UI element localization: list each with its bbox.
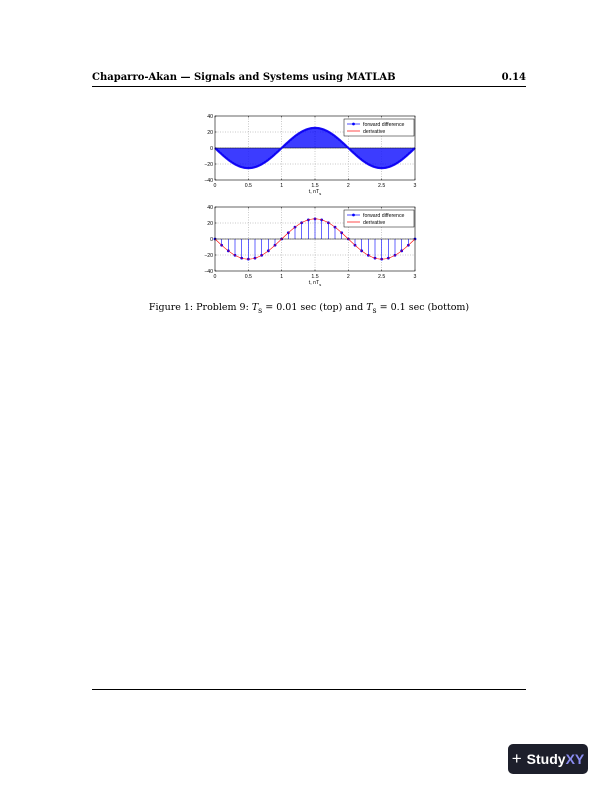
legend-marker-forward — [352, 123, 355, 126]
y-tick-label: −20 — [204, 161, 213, 168]
legend-label-derivative: derivative — [363, 128, 386, 135]
x-tick-label: 1.5 — [311, 274, 319, 280]
y-tick-label: 40 — [207, 113, 213, 120]
caption-sub2: s — [372, 305, 377, 315]
caption-eq1: = 0.01 — [262, 302, 298, 313]
brand-xy: XY — [565, 751, 585, 767]
y-tick-label: −20 — [204, 252, 213, 259]
caption-eq2: = 0.1 — [376, 302, 406, 313]
footer-rule — [92, 689, 526, 690]
y-tick-label: −40 — [204, 268, 213, 275]
x-axis-label: t, $nT_s$ — [308, 189, 322, 196]
brand-text — [527, 751, 585, 767]
x-tick-label: 2 — [346, 274, 350, 280]
x-tick-label: 1 — [280, 274, 284, 280]
legend-label-derivative: derivative — [363, 219, 386, 226]
x-tick-label: 2.5 — [378, 183, 386, 189]
caption-sub1: s — [258, 305, 263, 315]
caption-var2: T — [366, 302, 373, 313]
caption-var1: T — [251, 302, 259, 313]
y-tick-label: 0 — [210, 145, 213, 152]
x-axis-label: t, $nT_s$ — [308, 280, 322, 287]
figure-plots — [195, 108, 425, 298]
caption-prefix: Figure 1: Problem 9: — [148, 302, 252, 313]
x-tick-label: 0 — [213, 183, 217, 189]
x-tick-label: 2 — [346, 183, 350, 189]
running-title: Chaparro-Akan — Signals and Systems using MATLAB — [92, 72, 396, 83]
x-axis-label-subscript: s — [319, 191, 322, 196]
x-tick-label: 0.5 — [244, 183, 252, 189]
figure-caption — [92, 302, 526, 315]
page-header — [92, 72, 526, 86]
y-tick-label: 40 — [207, 204, 213, 211]
x-tick-label: 3 — [413, 183, 417, 189]
y-tick-label: 20 — [207, 220, 213, 227]
legend-label-forward: forward difference — [363, 121, 405, 128]
x-tick-label: 2.5 — [378, 274, 386, 280]
x-axis-label-subscript: s — [319, 282, 322, 287]
legend-marker-forward — [352, 214, 355, 217]
y-tick-label: 0 — [210, 236, 213, 243]
studyxy-badge[interactable] — [508, 744, 588, 774]
y-tick-label: 20 — [207, 129, 213, 136]
x-tick-label: 0 — [213, 274, 217, 280]
plot-1 — [204, 114, 416, 196]
brand-study: Study — [526, 751, 566, 767]
plot-2 — [204, 205, 416, 287]
x-tick-label: 1.5 — [311, 183, 319, 189]
plus-icon: + — [511, 749, 522, 768]
y-tick-label: −40 — [204, 177, 213, 184]
header-rule — [92, 86, 526, 87]
page-number: 0.14 — [501, 72, 526, 83]
x-tick-label: 1 — [280, 183, 284, 189]
x-tick-label: 0.5 — [244, 274, 252, 280]
caption-mid: sec (top) and — [297, 302, 367, 313]
x-tick-label: 3 — [413, 274, 417, 280]
caption-suffix: sec (bottom) — [405, 302, 470, 313]
legend-label-forward: forward difference — [363, 212, 405, 219]
figure-1 — [195, 108, 425, 298]
